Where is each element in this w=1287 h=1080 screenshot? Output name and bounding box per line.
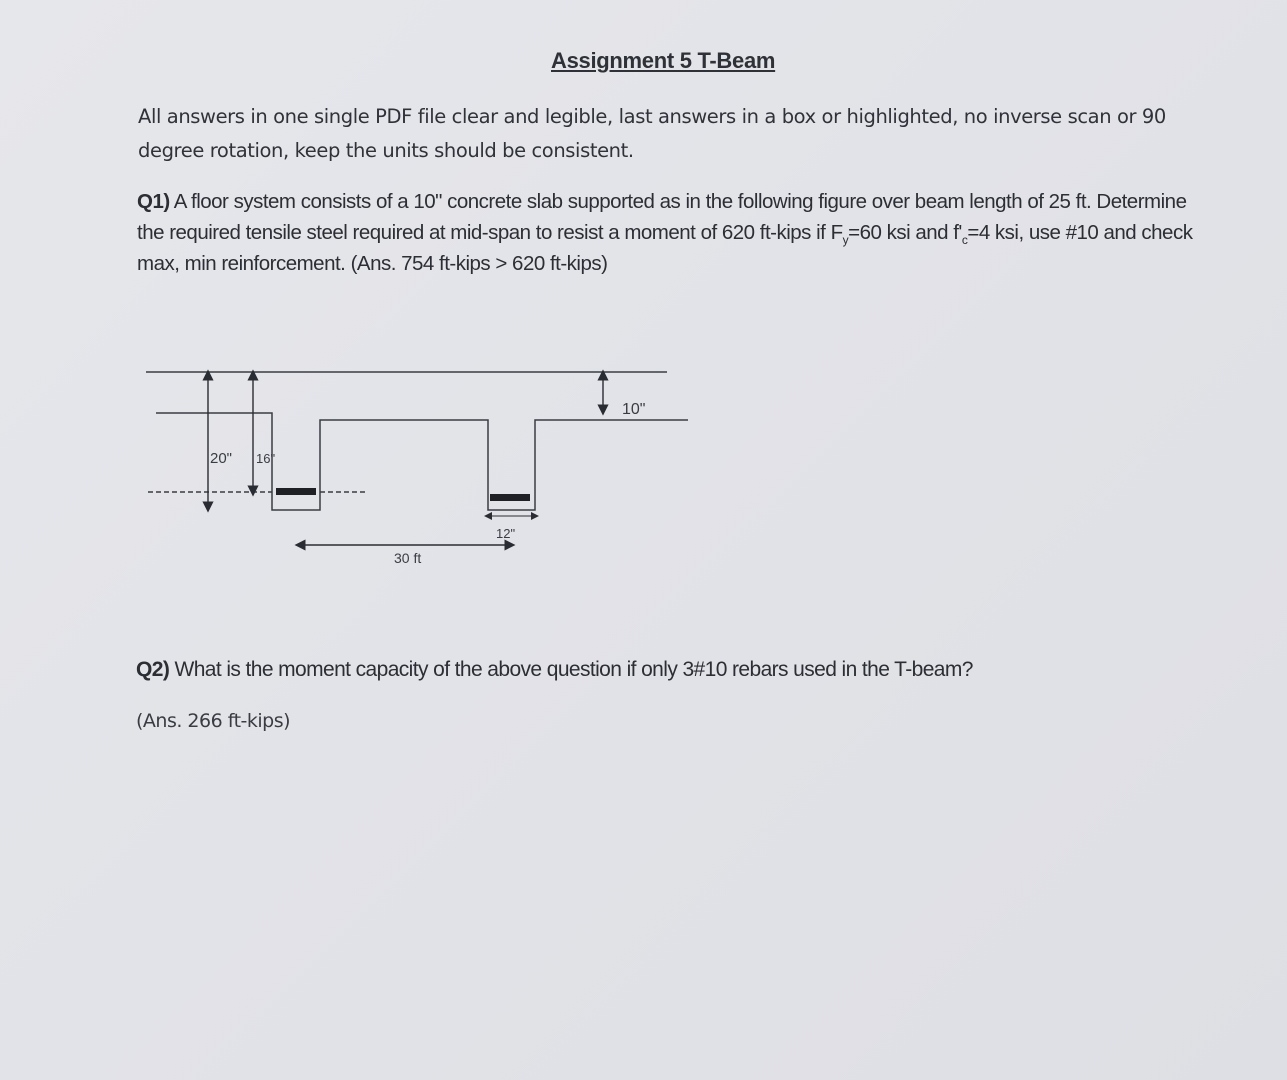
beam-profile (156, 413, 688, 510)
spacing-label: 30 ft (394, 550, 422, 566)
question-1-subscript-c: c (961, 233, 968, 248)
rebar-right (490, 494, 530, 501)
slab-thickness-label: 10" (622, 401, 646, 418)
question-1 (137, 186, 1197, 279)
question-1-text-part2: =60 ksi and f' (848, 221, 962, 244)
web-width-label: 12" (496, 526, 516, 541)
question-1-text-part3: =4 ksi, use #10 and check max, min reinforcement. (Ans. 754 ft-kips > 620 ft-kips) (137, 221, 1193, 275)
page-title: Assignment 5 T-Beam (551, 48, 776, 73)
question-1-text-part1: A floor system consists of a 10" concrete slab supported as in the following figure over beam length of 25 ft. Determine the required tensile steel required at mid-span to resist a moment of 620 ft-kips if F (137, 190, 1187, 244)
question-1-subscript-y: y (842, 233, 849, 248)
question-2-answer: (Ans. 266 ft-kips) (136, 710, 291, 732)
total-depth-label: 20" (210, 450, 233, 467)
question-2 (136, 658, 973, 682)
question-1-label: Q1) (137, 190, 170, 213)
t-beam-figure (140, 355, 700, 595)
question-2-text: What is the moment capacity of the above question if only 3#10 rebars used in the T-beam? (174, 658, 973, 681)
instructions-paragraph: All answers in one single PDF file clear and legible, last answers in a box or highlighted, no inverse scan or 90 degree rotation, keep the units should be consistent. (138, 105, 1166, 162)
rebar-left (276, 488, 316, 495)
question-2-label: Q2) (136, 658, 170, 681)
effective-depth-label: 16" (256, 451, 276, 466)
